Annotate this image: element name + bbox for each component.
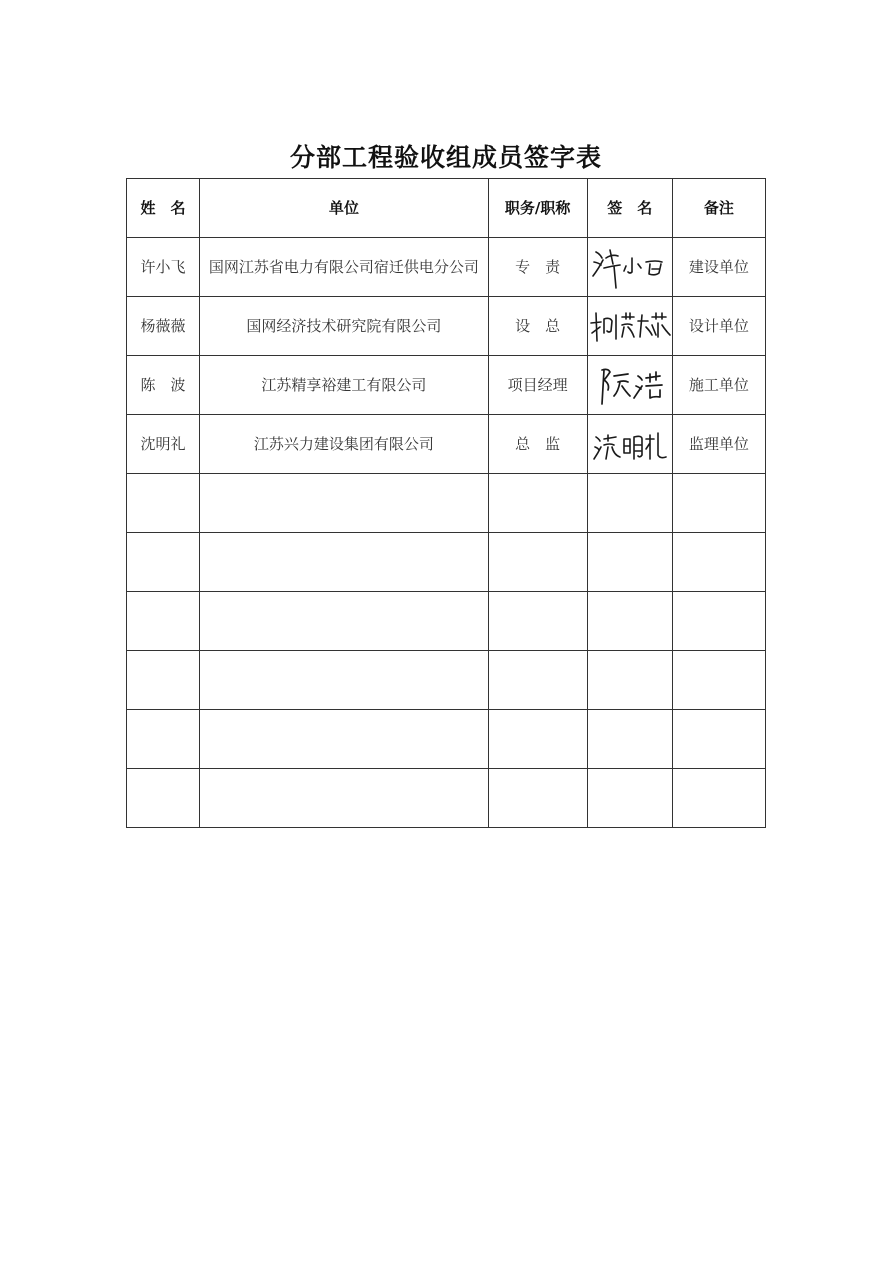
cell-signature	[587, 710, 672, 769]
cell-note	[672, 710, 765, 769]
cell-name	[127, 769, 200, 828]
cell-unit	[200, 474, 488, 533]
cell-signature	[587, 592, 672, 651]
cell-signature	[587, 769, 672, 828]
cell-note: 设计单位	[672, 297, 765, 356]
cell-note: 施工单位	[672, 356, 765, 415]
table-row	[127, 356, 766, 415]
cell-title: 设 总	[488, 297, 587, 356]
cell-signature	[587, 651, 672, 710]
cell-unit	[200, 769, 488, 828]
cell-note	[672, 651, 765, 710]
handwritten-signature	[588, 415, 673, 473]
cell-signature	[587, 415, 672, 474]
cell-signature	[587, 238, 672, 297]
table-row	[127, 474, 766, 533]
signature-table	[126, 178, 766, 828]
cell-unit	[200, 710, 488, 769]
table-row	[127, 297, 766, 356]
page-title: 分部工程验收组成员签字表	[289, 143, 602, 172]
handwritten-signature	[588, 297, 673, 355]
cell-name: 陈 波	[127, 356, 200, 415]
cell-note: 建设单位	[672, 238, 765, 297]
cell-name	[127, 592, 200, 651]
header-note: 备注	[672, 179, 765, 238]
table-row	[127, 533, 766, 592]
cell-signature	[587, 474, 672, 533]
cell-title	[488, 710, 587, 769]
svg-text:沈明礼: 沈明礼	[587, 417, 591, 418]
cell-title: 专 责	[488, 238, 587, 297]
header-signature: 签 名	[587, 179, 672, 238]
handwritten-signature	[588, 356, 673, 414]
cell-title	[488, 533, 587, 592]
header-title: 职务/职称	[488, 179, 587, 238]
header-unit: 单位	[200, 179, 488, 238]
svg-text:杨薇薇: 杨薇薇	[587, 299, 591, 300]
cell-name	[127, 710, 200, 769]
cell-title: 项目经理	[488, 356, 587, 415]
table-row	[127, 710, 766, 769]
cell-unit	[200, 651, 488, 710]
handwritten-signature	[588, 238, 673, 296]
cell-name	[127, 533, 200, 592]
table-row	[127, 769, 766, 828]
cell-title	[488, 592, 587, 651]
cell-note	[672, 474, 765, 533]
cell-unit: 江苏精享裕建工有限公司	[200, 356, 488, 415]
cell-unit: 国网经济技术研究院有限公司	[200, 297, 488, 356]
cell-title	[488, 474, 587, 533]
header-row	[127, 179, 766, 238]
header-name: 姓 名	[127, 179, 200, 238]
cell-title: 总 监	[488, 415, 587, 474]
table-row	[127, 651, 766, 710]
cell-name: 许小飞	[127, 238, 200, 297]
cell-signature	[587, 533, 672, 592]
cell-title	[488, 769, 587, 828]
table-row	[127, 415, 766, 474]
cell-unit	[200, 533, 488, 592]
cell-note	[672, 592, 765, 651]
table-row	[127, 592, 766, 651]
cell-name: 杨薇薇	[127, 297, 200, 356]
cell-unit: 江苏兴力建设集团有限公司	[200, 415, 488, 474]
cell-name	[127, 651, 200, 710]
cell-note: 监理单位	[672, 415, 765, 474]
svg-text:陈波: 陈波	[587, 358, 590, 359]
cell-note	[672, 769, 765, 828]
cell-unit	[200, 592, 488, 651]
cell-note	[672, 533, 765, 592]
table-row	[127, 238, 766, 297]
cell-title	[488, 651, 587, 710]
cell-name	[127, 474, 200, 533]
cell-unit: 国网江苏省电力有限公司宿迁供电分公司	[200, 238, 488, 297]
svg-text:许小飞: 许小飞	[587, 240, 591, 241]
cell-name: 沈明礼	[127, 415, 200, 474]
cell-signature	[587, 297, 672, 356]
cell-signature	[587, 356, 672, 415]
